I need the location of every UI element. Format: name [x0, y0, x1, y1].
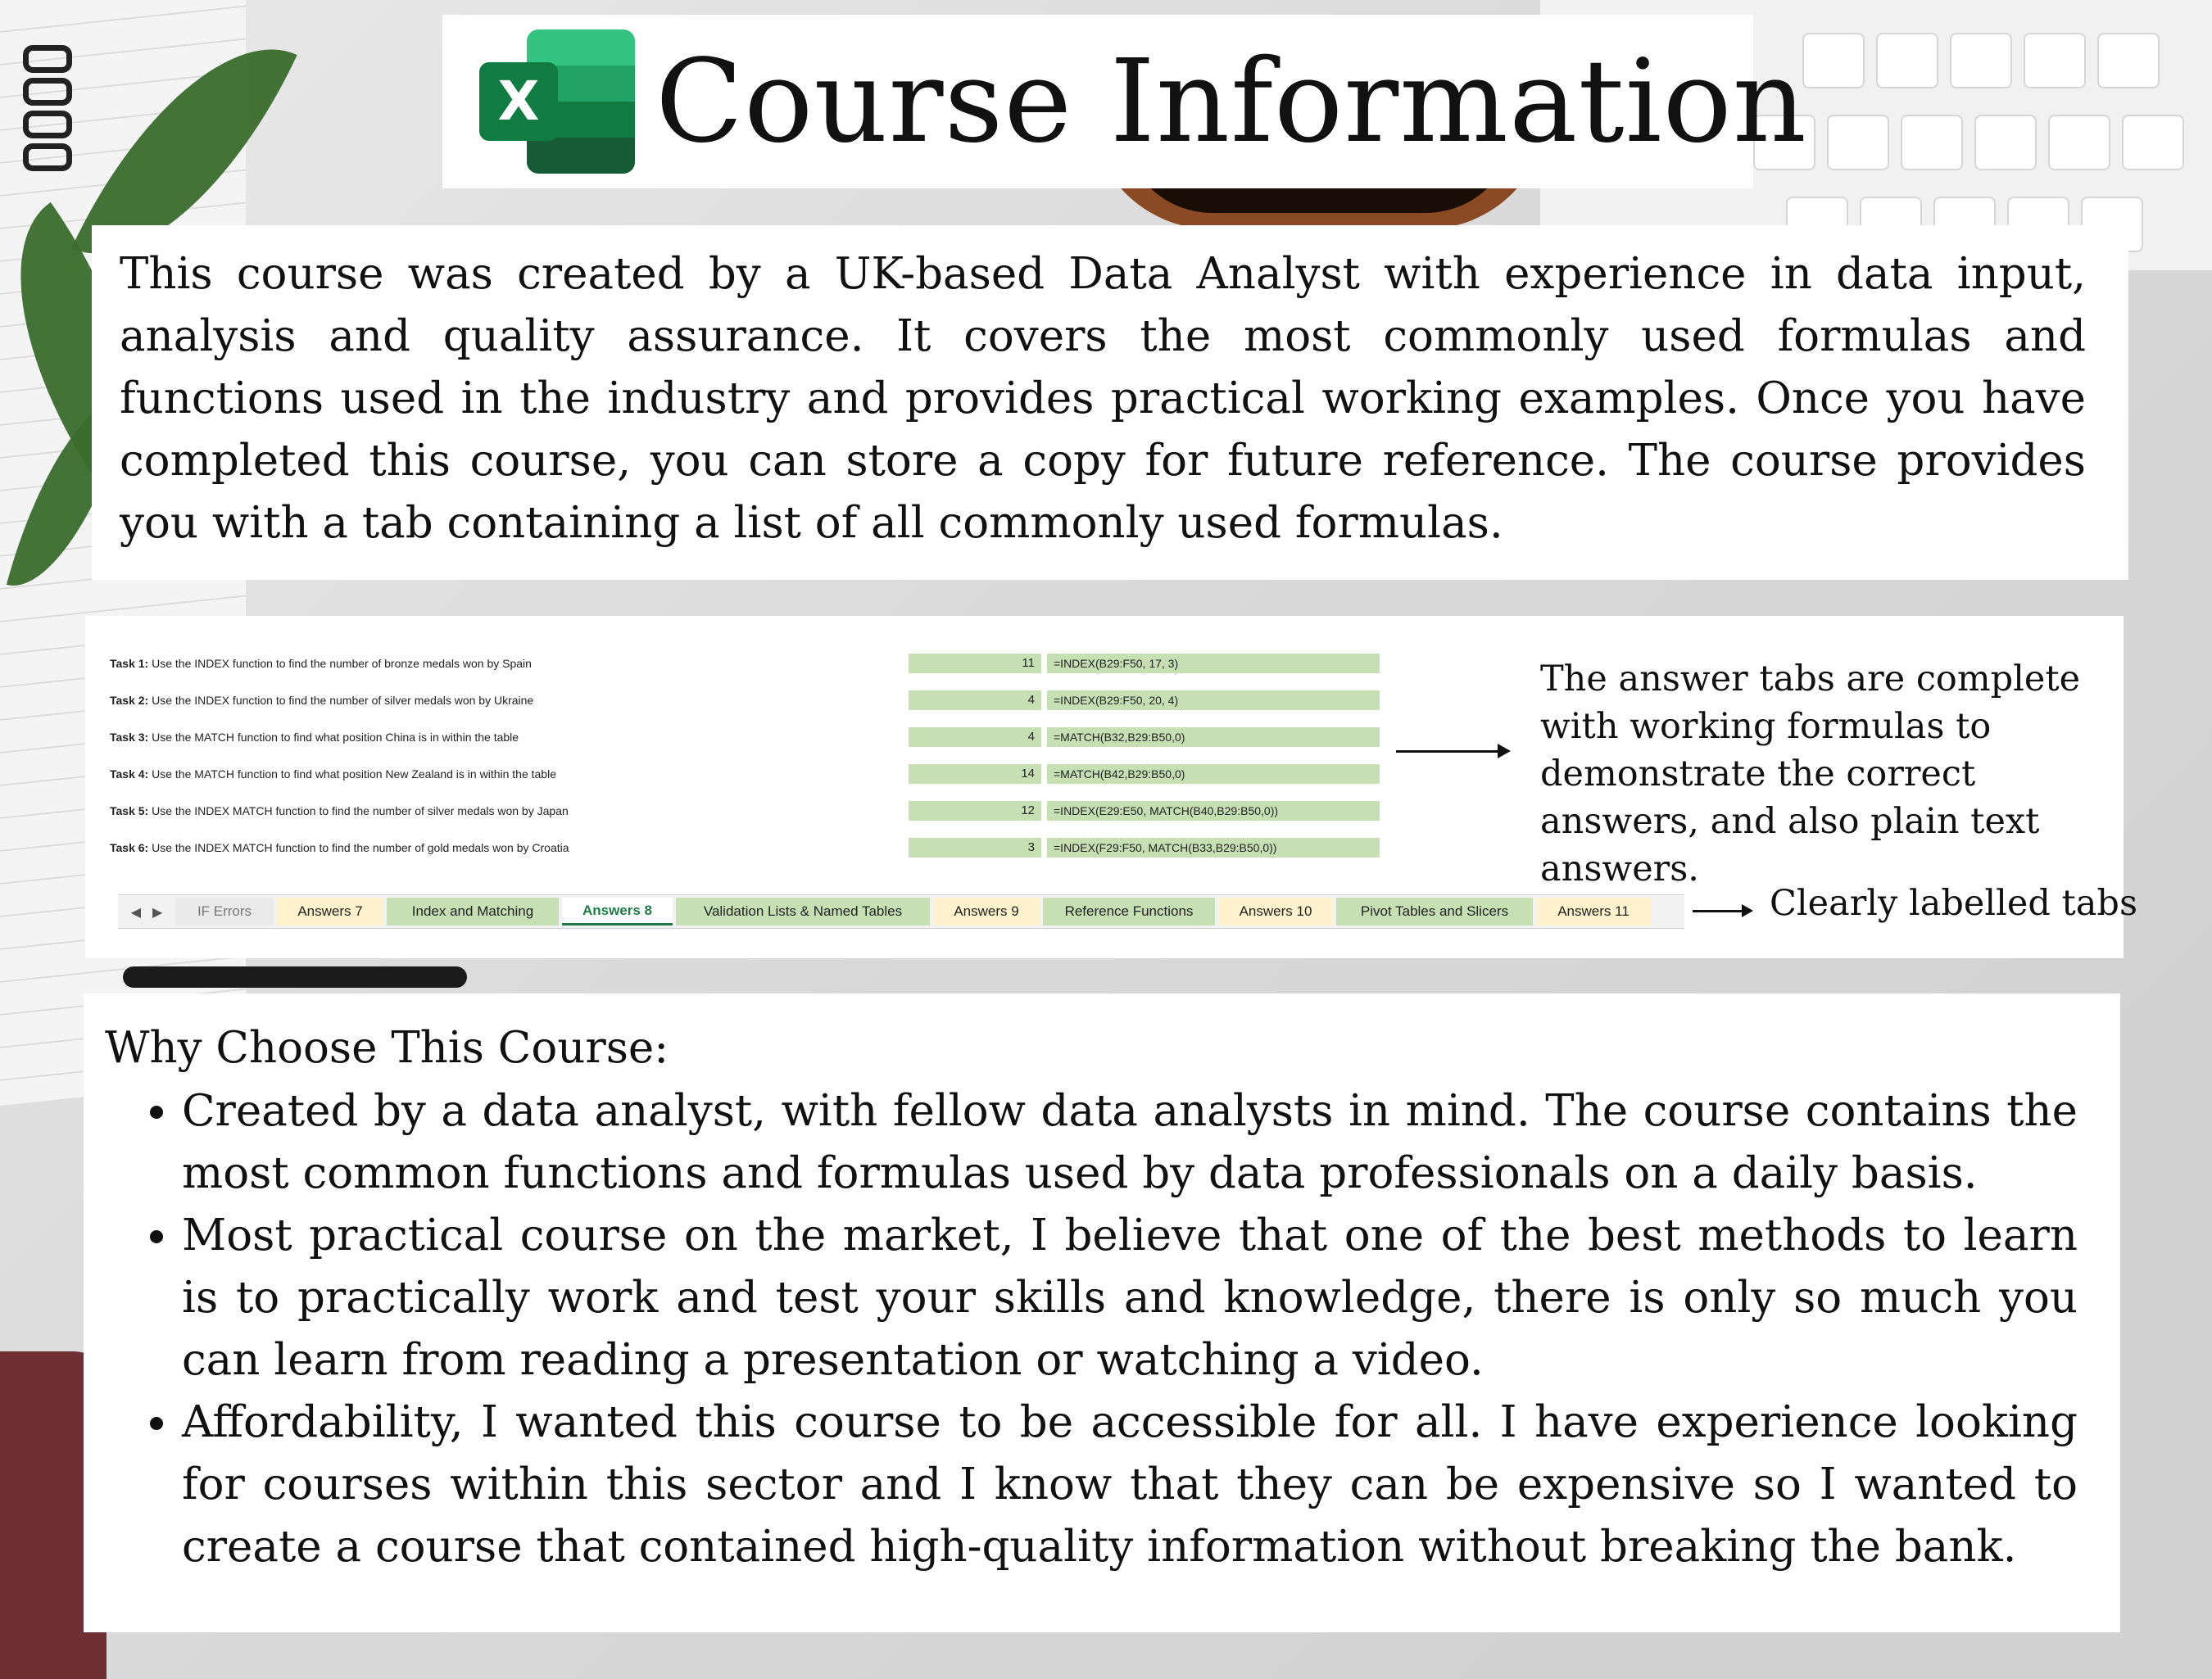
sheet-tab[interactable]: Answers 9 [933, 898, 1040, 925]
task-text: Use the MATCH function to find what position China is in within the table [152, 731, 519, 744]
sheet-tab[interactable]: IF Errors [175, 898, 274, 925]
task-text: Use the INDEX MATCH function to find the number of silver medals won by Japan [152, 804, 569, 817]
keyboard-key [1876, 33, 1938, 88]
keyboard-key [1950, 33, 2012, 88]
sheet-tab[interactable]: Reference Functions [1043, 898, 1215, 925]
sheet-tab[interactable]: Answers 7 [277, 898, 383, 925]
task-answer: 12 [909, 801, 1041, 821]
task-answer: 4 [909, 727, 1041, 747]
page-title: Course Information [655, 34, 1807, 169]
task-text: Use the INDEX MATCH function to find the number of gold medals won by Croatia [152, 841, 569, 854]
task-text: Use the INDEX function to find the number of bronze medals won by Spain [152, 657, 532, 670]
chevron-right-icon[interactable]: ▶ [152, 903, 163, 920]
why-list [105, 1080, 2078, 1578]
intro-panel [92, 225, 2128, 580]
task-row [110, 804, 1421, 822]
keyboard-key [1901, 115, 1963, 170]
why-point: • Most practical course on the market, I believe that one of the best methods to learn is to practically work and test your skills and knowledge, there is only so much you can learn from reading a presentation or watching a video. [182, 1205, 2078, 1392]
chevron-left-icon[interactable]: ◀ [130, 903, 141, 920]
task-number: Task 5: [110, 804, 149, 817]
sheet-tab[interactable]: Answers 11 [1536, 898, 1651, 925]
excel-logo-icon [479, 29, 635, 174]
task-formula: =INDEX(B29:F50, 17, 3) [1047, 654, 1380, 673]
sheet-tab[interactable]: Pivot Tables and Slicers [1336, 898, 1533, 925]
sheet-tab-active[interactable]: Answers 8 [562, 898, 673, 925]
task-number: Task 6: [110, 841, 149, 854]
sheet-tab[interactable]: Answers 10 [1218, 898, 1333, 925]
keyboard-key [2122, 115, 2184, 170]
background-pen [123, 966, 467, 988]
task-answer: 4 [909, 690, 1041, 710]
keyboard-key [1974, 115, 2037, 170]
sheet-tab-bar [118, 894, 1684, 929]
sheet-tab[interactable]: Index and Matching [387, 898, 559, 925]
task-row [110, 841, 1421, 859]
notebook-ring [23, 45, 72, 73]
arrow-right-icon [1396, 750, 1507, 753]
task-number: Task 2: [110, 694, 149, 707]
task-number: Task 3: [110, 731, 149, 744]
why-panel [84, 993, 2120, 1632]
why-heading: Why Choose This Course: [105, 1023, 669, 1073]
notebook-ring [23, 78, 72, 106]
task-answer: 11 [909, 654, 1041, 673]
title-banner [442, 15, 1807, 188]
spreadsheet-preview [85, 616, 2138, 958]
task-row [110, 694, 1421, 712]
task-row [110, 731, 1421, 749]
keyboard-key [1827, 115, 1889, 170]
sheet-nav [118, 895, 175, 928]
keyboard-key [2048, 115, 2110, 170]
task-text: Use the MATCH function to find what position New Zealand is in within the table [152, 767, 556, 781]
notebook-ring [23, 143, 72, 171]
excel-logo-letter: X [479, 62, 558, 141]
task-formula: =MATCH(B42,B29:B50,0) [1047, 764, 1380, 784]
why-point: • Created by a data analyst, with fellow data analysts in mind. The course contains the most common functions and formulas used by data professionals on a daily basis. [182, 1080, 2078, 1205]
task-answer: 3 [909, 838, 1041, 858]
task-formula: =INDEX(B29:F50, 20, 4) [1047, 690, 1380, 710]
arrow-right-icon [1693, 910, 1750, 912]
task-answer: 14 [909, 764, 1041, 784]
task-formula: =INDEX(F29:F50, MATCH(B33,B29:B50,0)) [1047, 838, 1380, 858]
tabs-note: Clearly labelled tabs [1770, 883, 2138, 924]
intro-text: This course was created by a UK-based Data Analyst with experience in data input, analysis and quality assurance. It covers the most commonly used formulas and functions used in the industry and provides practical working examples. Once you have completed this course, you can store a copy for future reference. The course provides you with a tab containing a list of all commonly used formulas. [120, 249, 2086, 548]
keyboard-key [2097, 33, 2160, 88]
notebook-ring [23, 111, 72, 138]
keyboard-key [2024, 33, 2086, 88]
why-point: • Affordability, I wanted this course to be accessible for all. I have experience looking for courses within this sector and I know that they can be expensive so I wanted to create a course that contained high-quality information without breaking the bank. [182, 1392, 2078, 1578]
task-row [110, 767, 1421, 785]
task-row [110, 657, 1421, 675]
task-formula: =INDEX(E29:E50, MATCH(B40,B29:B50,0)) [1047, 801, 1380, 821]
task-formula: =MATCH(B32,B29:B50,0) [1047, 727, 1380, 747]
sheet-tab[interactable]: Validation Lists & Named Tables [676, 898, 930, 925]
task-text: Use the INDEX function to find the number of silver medals won by Ukraine [152, 694, 534, 707]
task-number: Task 4: [110, 767, 149, 781]
task-number: Task 1: [110, 657, 149, 670]
answer-tabs-note: The answer tabs are complete with working formulas to demonstrate the correct answers, and also plain text answers. [1540, 658, 2081, 889]
keyboard-key [1802, 33, 1865, 88]
